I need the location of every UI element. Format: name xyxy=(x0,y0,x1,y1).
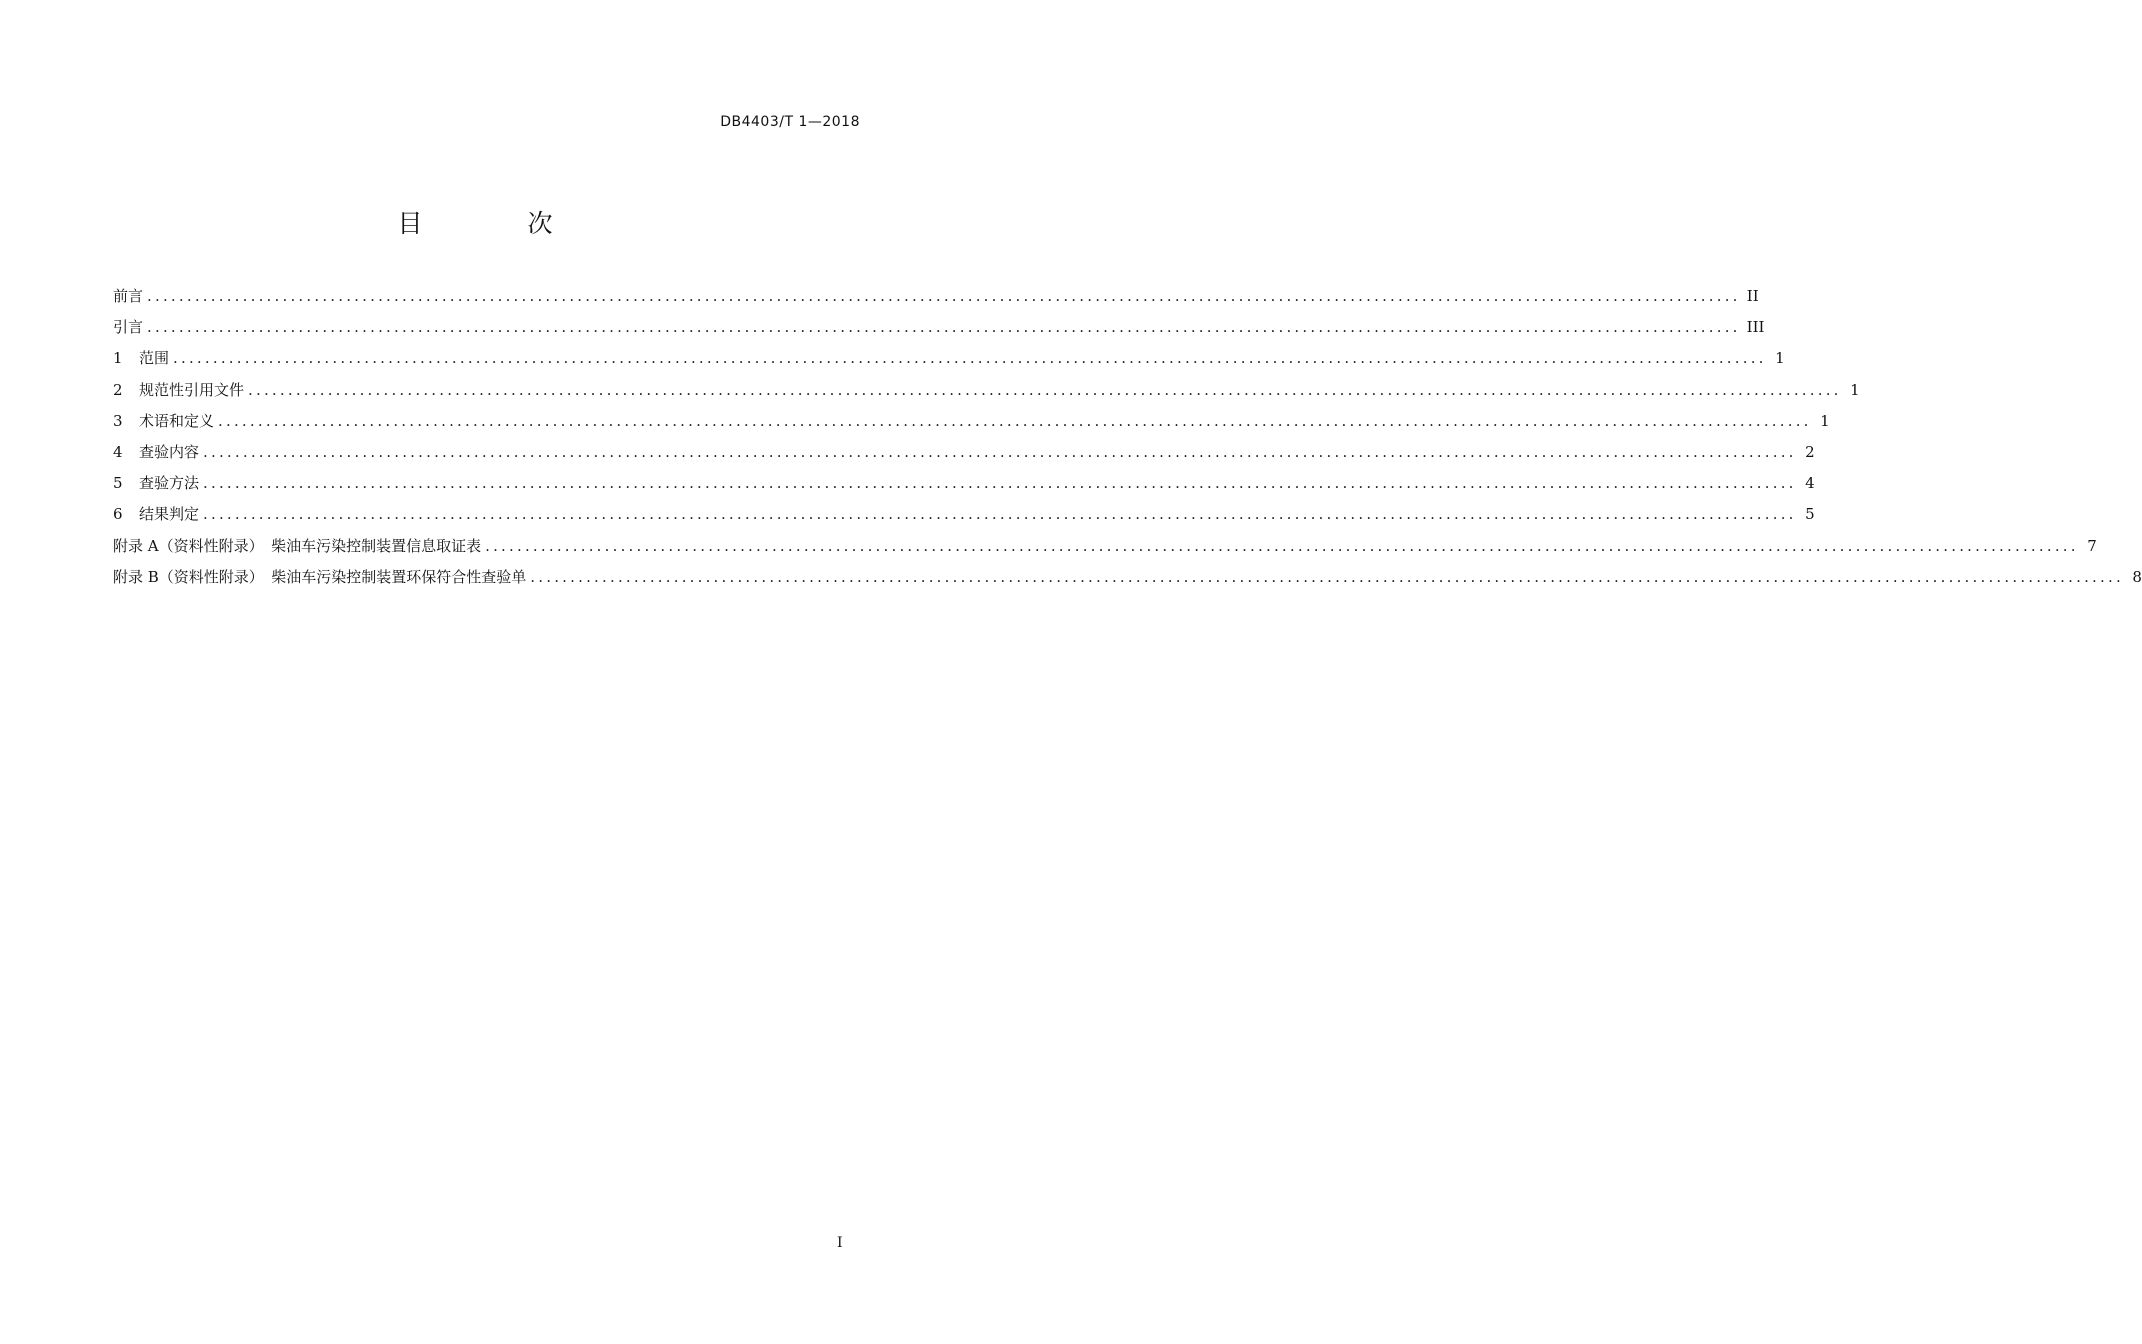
toc-entry[interactable] xyxy=(113,437,1815,468)
toc-dot-leader: ........................................................................................................................................................................................................ xyxy=(248,380,1842,399)
toc-entry-page: 7 xyxy=(2087,536,2097,555)
table-of-contents xyxy=(113,281,2142,593)
toc-entry-page: 5 xyxy=(1805,505,1815,524)
toc-entry-number: 1 xyxy=(113,349,123,368)
toc-entry-page: 4 xyxy=(1805,474,1815,493)
toc-entry-number: 5 xyxy=(113,474,123,493)
toc-dot-leader: ........................................................................................................................................................................................................ xyxy=(203,505,1797,524)
toc-entry[interactable] xyxy=(113,343,1785,374)
toc-dot-leader: ........................................................................................................................................................................................................ xyxy=(218,411,1812,430)
toc-entry-number: 3 xyxy=(113,411,123,430)
toc-entry-number: 6 xyxy=(113,505,123,524)
toc-entry[interactable] xyxy=(113,312,1765,343)
toc-entry[interactable] xyxy=(113,499,1815,530)
toc-entry-page: 2 xyxy=(1805,442,1815,461)
toc-entry-number: 4 xyxy=(113,442,123,461)
toc-entry-number: 2 xyxy=(113,380,123,399)
toc-entry-label: 范围 xyxy=(139,349,170,368)
toc-entry[interactable] xyxy=(113,375,1860,406)
toc-dot-leader: ........................................................................................................................................................................................................ xyxy=(530,567,2124,586)
toc-dot-leader: ........................................................................................................................................................................................................ xyxy=(147,287,1741,305)
page-title: 目 次 xyxy=(397,209,593,238)
toc-entry-page: 8 xyxy=(2132,567,2142,586)
toc-entry-label: 附录 A（资料性附录） 柴油车污染控制装置信息取证表 xyxy=(113,536,482,555)
toc-dot-leader: ........................................................................................................................................................................................................ xyxy=(173,349,1767,368)
toc-entry-label: 查验方法 xyxy=(139,474,200,493)
toc-entry[interactable] xyxy=(113,531,2097,562)
toc-entry-page: 1 xyxy=(1820,411,1830,430)
toc-dot-leader: ........................................................................................................................................................................................................ xyxy=(203,442,1797,461)
toc-entry-label: 附录 B（资料性附录） 柴油车污染控制装置环保符合性查验单 xyxy=(113,567,527,586)
toc-dot-leader: ........................................................................................................................................................................................................ xyxy=(485,536,2079,555)
toc-entry[interactable] xyxy=(113,562,2142,593)
toc-entry[interactable] xyxy=(113,406,1830,437)
toc-entry[interactable] xyxy=(113,468,1815,499)
toc-entry-page: 1 xyxy=(1850,380,1860,399)
toc-dot-leader: ........................................................................................................................................................................................................ xyxy=(203,474,1797,493)
toc-entry-label: 规范性引用文件 xyxy=(139,380,245,399)
toc-entry-label: 引言 xyxy=(113,318,144,337)
toc-entry-label: 查验内容 xyxy=(139,442,200,461)
toc-entry[interactable] xyxy=(113,281,1759,312)
toc-entry-label: 前言 xyxy=(113,287,144,305)
toc-entry-page: III xyxy=(1746,318,1765,337)
toc-dot-leader: ........................................................................................................................................................................................................ xyxy=(147,318,1741,337)
document-code: DB4403/T 1—2018 xyxy=(720,114,860,130)
toc-entry-label: 结果判定 xyxy=(139,505,200,524)
toc-entry-label: 术语和定义 xyxy=(139,411,215,430)
toc-entry-page: 1 xyxy=(1775,349,1785,368)
toc-entry-page: II xyxy=(1746,287,1759,305)
page-number: I xyxy=(837,1235,843,1251)
